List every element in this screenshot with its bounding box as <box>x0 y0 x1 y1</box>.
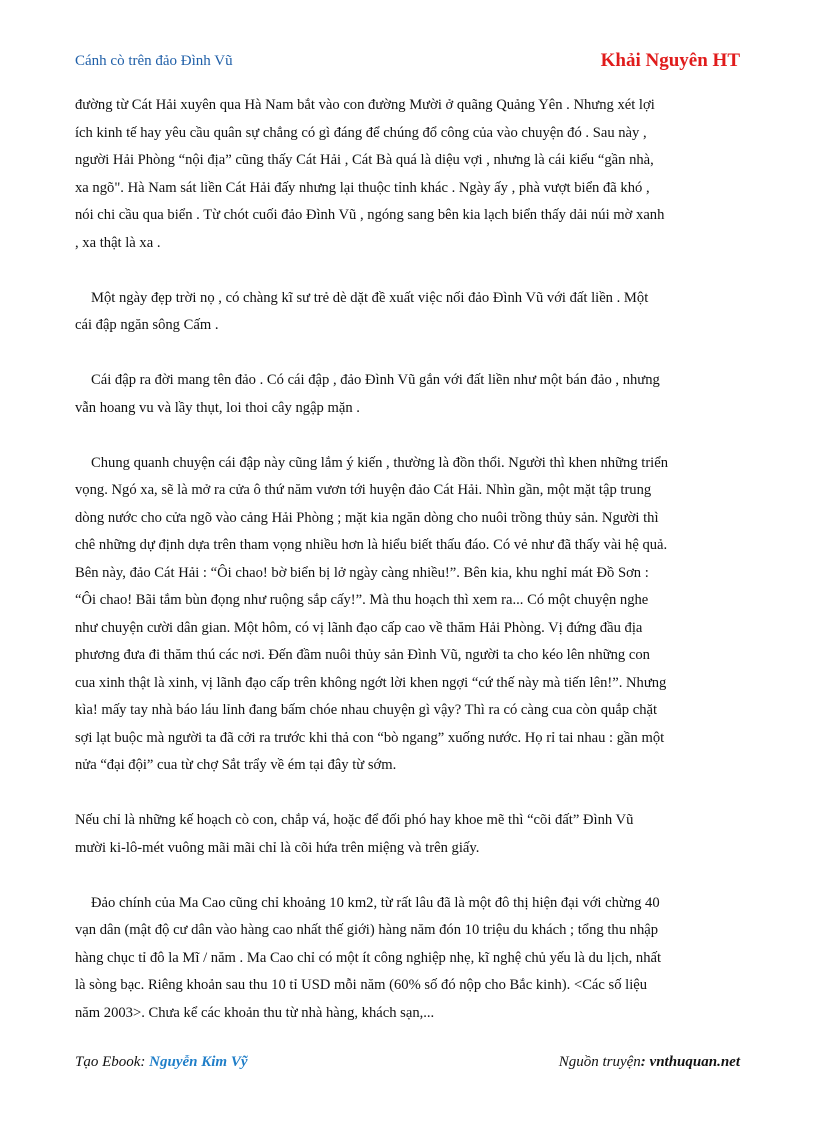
paragraph-2: Một ngày đẹp trời nọ , có chàng kĩ sư trẻ dè dặt đề xuất việc nối đảo Đình Vũ với đất liền . Một cái đập ngăn sông Cấm . <box>75 289 649 333</box>
author-name: Khải Nguyên HT <box>600 50 740 71</box>
paragraph-3: Cái đập ra đời mang tên đảo . Có cái đập , đảo Đình Vũ gắn với đất liền như một bán đảo , nhưng vẫn hoang vu và lầy thụt, loi thoi cây ngập mặn . <box>75 372 660 416</box>
paragraph-4: Chung quanh chuyện cái đập này cũng lắm ý kiến , thường là đồn thổi. Người thì khen những triển vọng. Ngó xa, sẽ là mở ra cửa ô thứ năm vươn tới huyện đảo Cát Hải. Nhìn gần, một mặt tập trung dòng nước cho cửa ngõ vào cảng Hải Phòng ; mặt kia ngăn dòng cho nuôi trồng thủy sản. Người thì chê những dự định dựa trên tham vọng nhiều hơn là hiểu biết thấu đáo. Có vẻ như đã thấy vài hệ quả. Bên này, đảo Cát Hải : “Ôi chao! bờ biển bị lở ngày càng nhiều!”. Bên kia, khu nghỉ mát Đồ Sơn : “Ôi chao! Bãi tắm bùn đọng như ruộng sắp cấy!”. Mà thu hoạch thì xem ra... Có một chuyện nghe như chuyện cười dân gian. Một hôm, có vị lãnh đạo cấp cao về thăm Hải Phòng. Vị đứng đầu địa phương đưa đi thăm thú các nơi. Đến đầm nuôi thủy sản Đình Vũ, người ta cho kéo lên những con cua xinh thật là xinh, vị lãnh đạo cấp trên không ngớt lời khen ngợi “cứ thế này mà tiến lên!”. Nhưng kìa! mấy tay nhà báo láu lỉnh đang bấm chóe nhau chuyện gì vậy? Thì ra có càng cua còn quắp chặt sợi lạt buộc mà người ta đã cởi ra trước khi thả con “bò ngang” xuống nước. Họ rỉ tai nhau : gần một nửa “đại đội” cua từ chợ Sắt trẩy về ém tại đây từ sớm. <box>75 454 669 773</box>
paragraph-6: Đảo chính của Ma Cao cũng chỉ khoảng 10 km2, từ rất lâu đã là một đô thị hiện đại với chừng 40 vạn dân (mật độ cư dân vào hàng cao nhất thế giới) hàng năm đón 10 triệu du khách ; tổng thu nhập hàng chục tỉ đô la Mĩ / năm . Ma Cao chỉ có một ít công nghiệp nhẹ, kĩ nghệ chủ yếu là du lịch, nhất là sòng bạc. Riêng khoản sau thu 10 tỉ USD mỗi năm (60% số đó nộp cho Bắc kinh). <Các số liệu năm 2003>. Chưa kể các khoản thu từ nhà hàng, khách sạn,... <box>75 894 662 1021</box>
source-site: vnthuquan.net <box>649 1054 740 1070</box>
book-title: Cánh cò trên đảo Đình Vũ <box>75 53 233 69</box>
source-credit: Nguồn truyện: vnthuquan.net <box>558 1054 740 1070</box>
ebook-credit: Tạo Ebook: Nguyễn Kim Vỹ <box>75 1054 248 1070</box>
paragraph-5: Nếu chỉ là những kế hoạch cò con, chắp vá, hoặc để đối phó hay khoe mẽ thì “cõi đất” Đình Vũ mười ki-lô-mét vuông mãi mãi chỉ là cõi hứa trên miệng và trên giấy. <box>75 812 634 856</box>
document-body <box>75 92 743 1027</box>
paragraph-1: đường từ Cát Hải xuyên qua Hà Nam bắt vào con đường Mười ở quãng Quảng Yên . Nhưng xét lợi ích kinh tế hay yêu cầu quân sự chẳng có gì đáng để chúng đổ công của vào chuyện đó . Sau này , người Hải Phòng “nội địa” cũng thấy Cát Hải , Cát Bà quá là diệu vợi , nhưng là cái kiểu “gần nhà, xa ngõ". Hà Nam sát liền Cát Hải đấy nhưng lại thuộc tỉnh khác . Ngày ấy , phà vượt biển đã khó , nói chi cầu qua biển . Từ chót cuối đảo Đình Vũ , ngóng sang bên kia lạch biển thấy dải núi mờ xanh , xa thật là xa . <box>75 97 665 251</box>
ebook-creator-name: Nguyễn Kim Vỹ <box>149 1054 248 1070</box>
source-label: Nguồn truyện <box>558 1054 641 1070</box>
ebook-label: Tạo Ebook <box>75 1054 141 1070</box>
